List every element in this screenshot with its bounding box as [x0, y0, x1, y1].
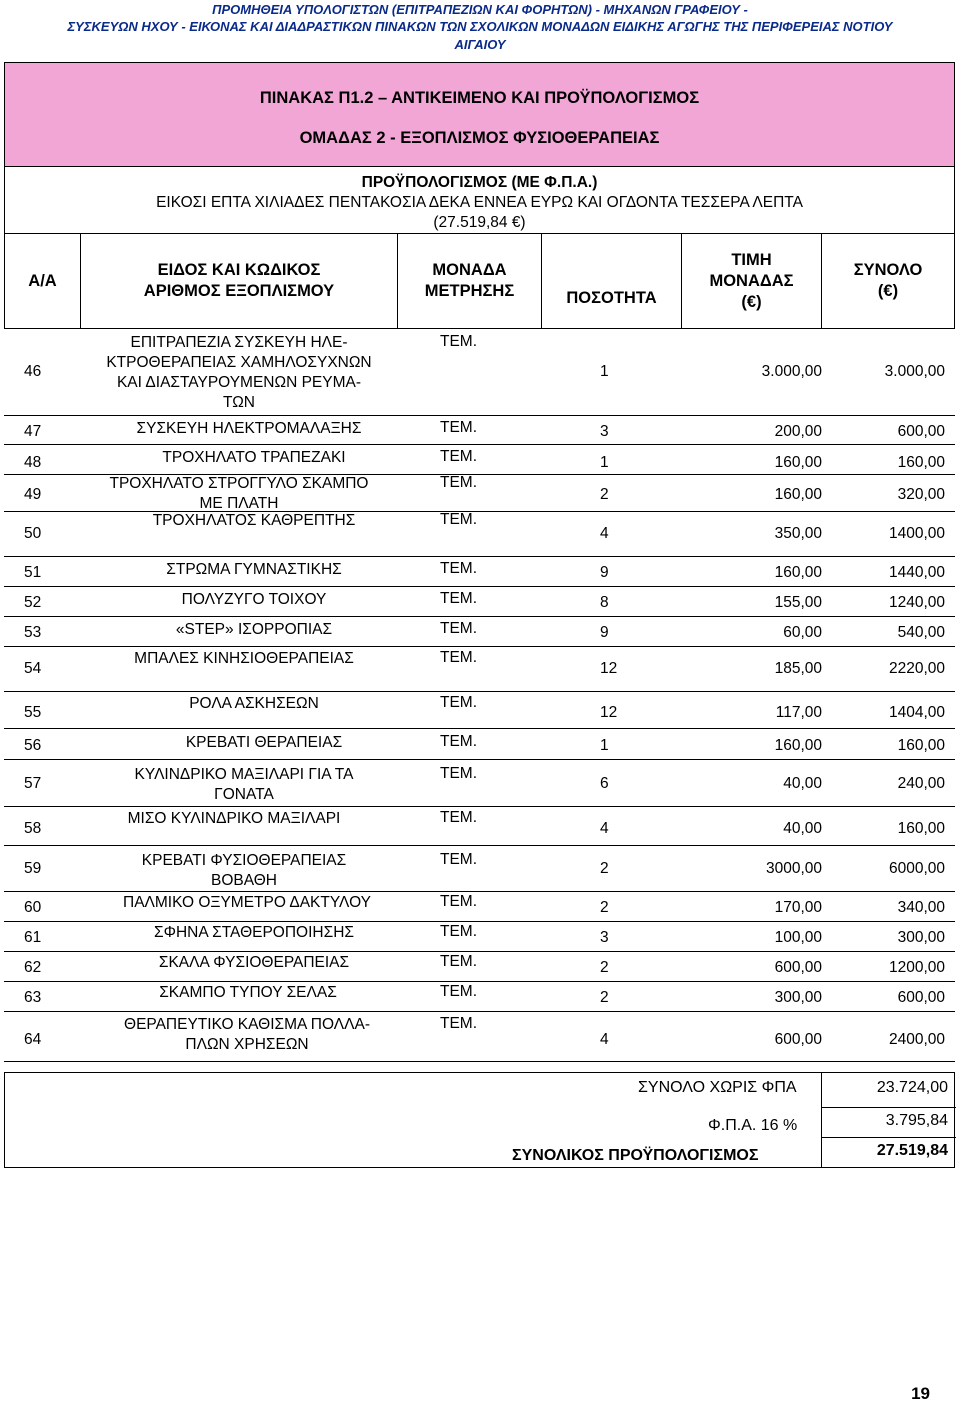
row-number: 52 [24, 594, 42, 611]
grand-label: ΣΥΝΟΛΙΚΟΣ ΠΡΟΫΠΟΛΟΓΙΣΜΟΣ [512, 1147, 759, 1164]
row-quantity: 3 [600, 929, 609, 946]
row-description: ΡΟΛΑ ΑΣΚΗΣΕΩΝ [189, 695, 319, 712]
row-quantity: 4 [600, 525, 609, 542]
row-number: 49 [24, 486, 42, 503]
row-unit-price: 200,00 [774, 423, 822, 440]
row-description: ΠΟΛΥΖΥΓΟ ΤΟΙΧΟΥ [181, 591, 327, 608]
header-line-1: ΠΡΟΜΗΘΕΙΑ ΥΠΟΛΟΓΙΣΤΩΝ (ΕΠΙΤΡΑΠΕΖΙΩΝ ΚΑΙ ΦΟΡΗΤΩΝ) - ΜΗΧΑΝΩΝ ΓΡΑΦΕΙΟΥ - [212, 2, 748, 17]
table-row [4, 921, 955, 952]
table-header [4, 233, 955, 329]
table-row [4, 951, 955, 982]
row-total: 300,00 [897, 929, 945, 946]
col-price: ΤΙΜΗ ΜΟΝΑΔΑΣ (€) [682, 234, 822, 328]
row-number: 46 [24, 363, 42, 380]
row-unit: ΤΕΜ. [440, 694, 478, 711]
budget-title: ΠΡΟΫΠΟΛΟΓΙΣΜΟΣ (ΜΕ Φ.Π.Α.) [361, 174, 598, 191]
row-unit-price: 160,00 [774, 737, 822, 754]
row-description: ΚΡΕΒΑΤΙ ΘΕΡΑΠΕΙΑΣ [185, 734, 343, 751]
table-row [4, 806, 955, 846]
table-row [4, 728, 955, 760]
row-number: 59 [24, 860, 42, 877]
row-total: 6000,00 [888, 860, 945, 877]
row-unit-price: 60,00 [783, 624, 822, 641]
row-quantity: 9 [600, 624, 609, 641]
row-unit: ΤΕΜ. [440, 560, 478, 577]
table-title: ΠΙΝΑΚΑΣ Π1.2 – ΑΝΤΙΚΕΙΜΕΝΟ ΚΑΙ ΠΡΟΫΠΟΛΟΓΙΣΜΟΣ [259, 89, 700, 107]
row-unit-price: 160,00 [774, 486, 822, 503]
row-quantity: 2 [600, 959, 609, 976]
row-unit: ΤΕΜ. [440, 851, 478, 868]
row-unit-price: 100,00 [774, 929, 822, 946]
table-row [4, 691, 955, 729]
budget-words: ΕΙΚΟΣΙ ΕΠΤΑ ΧΙΛΙΑΔΕΣ ΠΕΝΤΑΚΟΣΙΑ ΔΕΚΑ ΕΝΝΕΑ ΕΥΡΩ ΚΑΙ ΟΓΔΟΝΤΑ ΤΕΣΣΕΡΑ ΛΕΠΤΑ [156, 194, 803, 211]
row-unit: ΤΕΜ. [440, 765, 478, 782]
row-quantity: 6 [600, 775, 609, 792]
row-number: 47 [24, 423, 42, 440]
table-row [4, 415, 955, 445]
row-description: ΚΡΕΒΑΤΙ ΦΥΣΙΟΘΕΡΑΠΕΙΑΣ ΒΟΒΑΘΗ [141, 852, 347, 889]
row-number: 53 [24, 624, 42, 641]
row-total: 160,00 [897, 454, 945, 471]
row-unit-price: 600,00 [774, 959, 822, 976]
budget-amount: (27.519,84 €) [433, 214, 526, 231]
table-row [4, 586, 955, 617]
row-description: ΜΙΣΟ ΚΥΛΙΝΔΡΙΚΟ ΜΑΞΙΛΑΡΙ [127, 810, 341, 827]
row-unit-price: 155,00 [774, 594, 822, 611]
col-unit: ΜΟΝΑΔΑ ΜΕΤΡΗΣΗΣ [398, 234, 542, 328]
table-row [4, 474, 955, 512]
row-number: 54 [24, 660, 42, 677]
row-number: 57 [24, 775, 42, 792]
net-label: ΣΥΝΟΛΟ ΧΩΡΙΣ ΦΠΑ [638, 1079, 797, 1096]
row-description: ΕΠΙΤΡΑΠΕΖΙΑ ΣΥΣΚΕΥΗ ΗΛΕ- ΚΤΡΟΘΕΡΑΠΕΙΑΣ ΧΑΜΗΛΟΣΥΧΝΩΝ ΚΑΙ ΔΙΑΣΤΑΥΡΟΥΜΕΝΩΝ ΡΕΥΜΑ- ΤΩΝ [106, 334, 372, 411]
row-quantity: 1 [600, 737, 609, 754]
col-qty: ΠΟΣΟΤΗΤΑ [542, 234, 682, 328]
header-line-2: ΣΥΣΚΕΥΩΝ ΗΧΟΥ - ΕΙΚΟΝΑΣ ΚΑΙ ΔΙΑΔΡΑΣΤΙΚΩΝ ΠΙΝΑΚΩΝ ΤΩΝ ΣΧΟΛΙΚΩΝ ΜΟΝΑΔΩΝ ΕΙΔΙΚΗΣ ΑΓΩΓΗΣ ΤΗΣ ΠΕΡΙΦΕΡΕΙΑΣ ΝΟΤΙΟΥ [67, 19, 893, 34]
net-value: 23.724,00 [821, 1073, 956, 1108]
table-row [4, 891, 955, 922]
row-unit-price: 3000,00 [765, 860, 822, 877]
row-description: ΣΤΡΩΜΑ ΓΥΜΝΑΣΤΙΚΗΣ [166, 561, 342, 578]
table-row [4, 1011, 955, 1062]
row-quantity: 3 [600, 423, 609, 440]
vat-value: 3.795,84 [821, 1108, 956, 1138]
row-total: 160,00 [897, 737, 945, 754]
row-total: 3.000,00 [884, 363, 945, 380]
vat-label: Φ.Π.Α. 16 % [708, 1117, 798, 1134]
table-row [4, 511, 955, 557]
row-number: 48 [24, 454, 42, 471]
row-total: 540,00 [897, 624, 945, 641]
row-number: 50 [24, 525, 42, 542]
row-unit-price: 3.000,00 [761, 363, 822, 380]
row-quantity: 2 [600, 860, 609, 877]
row-quantity: 12 [600, 704, 618, 721]
table-row [4, 444, 955, 475]
row-unit: ΤΕΜ. [440, 893, 478, 910]
table-row [4, 845, 955, 892]
totals-box [4, 1072, 955, 1168]
row-unit: ΤΕΜ. [440, 983, 478, 1000]
row-number: 56 [24, 737, 42, 754]
row-description: ΣΥΣΚΕΥΗ ΗΛΕΚΤΡΟΜΑΛΑΞΗΣ [136, 420, 362, 437]
row-unit: ΤΕΜ. [440, 419, 478, 436]
col-aa: Α/Α [5, 234, 81, 328]
table-row [4, 329, 955, 416]
table-row [4, 759, 955, 807]
table-row [4, 646, 955, 692]
row-unit-price: 185,00 [774, 660, 822, 677]
col-total: ΣΥΝΟΛΟ (€) [853, 261, 923, 300]
row-unit: ΤΕΜ. [440, 733, 478, 750]
row-description: ΣΦΗΝΑ ΣΤΑΘΕΡΟΠΟΙΗΣΗΣ [154, 924, 354, 941]
row-total: 1240,00 [888, 594, 945, 611]
row-description: ΚΥΛΙΝΔΡΙΚΟ ΜΑΞΙΛΑΡΙ ΓΙΑ ΤΑ ΓΟΝΑΤΑ [134, 766, 354, 803]
row-total: 600,00 [897, 423, 945, 440]
row-unit-price: 40,00 [783, 820, 822, 837]
row-total: 320,00 [897, 486, 945, 503]
row-unit: ΤΕΜ. [440, 809, 478, 826]
row-unit: ΤΕΜ. [440, 590, 478, 607]
row-quantity: 8 [600, 594, 609, 611]
row-quantity: 4 [600, 1031, 609, 1048]
row-total: 340,00 [897, 899, 945, 916]
row-unit: ΤΕΜ. [440, 1015, 478, 1032]
row-unit-price: 300,00 [774, 989, 822, 1006]
row-number: 58 [24, 820, 42, 837]
row-unit: ΤΕΜ. [440, 448, 478, 465]
row-number: 51 [24, 564, 42, 581]
row-unit: ΤΕΜ. [440, 649, 478, 666]
row-unit: ΤΕΜ. [440, 923, 478, 940]
row-unit: ΤΕΜ. [440, 474, 478, 491]
row-unit-price: 160,00 [774, 454, 822, 471]
row-number: 61 [24, 929, 42, 946]
row-unit: ΤΕΜ. [440, 953, 478, 970]
row-total: 600,00 [897, 989, 945, 1006]
row-number: 63 [24, 989, 42, 1006]
budget-box [4, 167, 955, 233]
row-description: ΤΡΟΧΗΛΑΤΟΣ ΚΑΘΡΕΠΤΗΣ [152, 512, 356, 529]
grand-value: 27.519,84 [821, 1138, 956, 1167]
row-quantity: 2 [600, 899, 609, 916]
row-unit: ΤΕΜ. [440, 333, 478, 350]
row-unit: ΤΕΜ. [440, 620, 478, 637]
row-total: 1400,00 [888, 525, 945, 542]
row-unit-price: 170,00 [774, 899, 822, 916]
table-row [4, 981, 955, 1012]
row-total: 2400,00 [888, 1031, 945, 1048]
row-number: 62 [24, 959, 42, 976]
row-total: 160,00 [897, 820, 945, 837]
row-total: 2220,00 [888, 660, 945, 677]
row-description: ΣΚΑΛΑ ΦΥΣΙΟΘΕΡΑΠΕΙΑΣ [158, 954, 350, 971]
row-quantity: 1 [600, 454, 609, 471]
row-unit: ΤΕΜ. [440, 511, 478, 528]
row-number: 64 [24, 1031, 42, 1048]
group-title: ΟΜΑΔΑΣ 2 - ΕΞΟΠΛΙΣΜΟΣ ΦΥΣΙΟΘΕΡΑΠΕΙΑΣ [299, 129, 660, 147]
col-item: ΕΙΔΟΣ ΚΑΙ ΚΩΔΙΚΟΣ ΑΡΙΘΜΟΣ ΕΞΟΠΛΙΣΜΟΥ [81, 234, 398, 328]
row-quantity: 2 [600, 486, 609, 503]
row-description: ΣΚΑΜΠΟ ΤΥΠΟΥ ΣΕΛΑΣ [159, 984, 337, 1001]
row-total: 240,00 [897, 775, 945, 792]
row-total: 1440,00 [888, 564, 945, 581]
row-description: «STEP» ΙΣΟΡΡΟΠΙΑΣ [175, 621, 333, 638]
header-line-3: ΑΙΓΑΙΟΥ [454, 37, 506, 52]
row-unit-price: 117,00 [775, 704, 822, 721]
page-number: 19 [911, 1384, 930, 1403]
row-unit-price: 350,00 [774, 525, 822, 542]
row-total: 1200,00 [888, 959, 945, 976]
row-total: 1404,00 [888, 704, 945, 721]
row-description: ΜΠΑΛΕΣ ΚΙΝΗΣΙΟΘΕΡΑΠΕΙΑΣ [134, 650, 354, 667]
title-box [4, 62, 955, 167]
row-description: ΤΡΟΧΗΛΑΤΟ ΣΤΡΟΓΓΥΛΟ ΣΚΑΜΠΟ ΜΕ ΠΛΑΤΗ [109, 475, 369, 512]
row-number: 55 [24, 704, 42, 721]
row-quantity: 1 [600, 363, 609, 380]
row-unit-price: 160,00 [774, 564, 822, 581]
row-number: 60 [24, 899, 42, 916]
row-quantity: 12 [600, 660, 618, 677]
row-description: ΠΑΛΜΙΚΟ ΟΞΥΜΕΤΡΟ ΔΑΚΤΥΛΟΥ [123, 894, 371, 911]
row-quantity: 2 [600, 989, 609, 1006]
row-quantity: 4 [600, 820, 609, 837]
table-row [4, 616, 955, 647]
table-row [4, 556, 955, 587]
row-quantity: 9 [600, 564, 609, 581]
row-unit-price: 40,00 [783, 775, 822, 792]
row-unit-price: 600,00 [774, 1031, 822, 1048]
row-description: ΘΕΡΑΠΕΥΤΙΚΟ ΚΑΘΙΣΜΑ ΠΟΛΛΑ- ΠΛΩΝ ΧΡΗΣΕΩΝ [124, 1016, 370, 1053]
row-description: ΤΡΟΧΗΛΑΤΟ ΤΡΑΠΕΖΑΚΙ [162, 449, 346, 466]
